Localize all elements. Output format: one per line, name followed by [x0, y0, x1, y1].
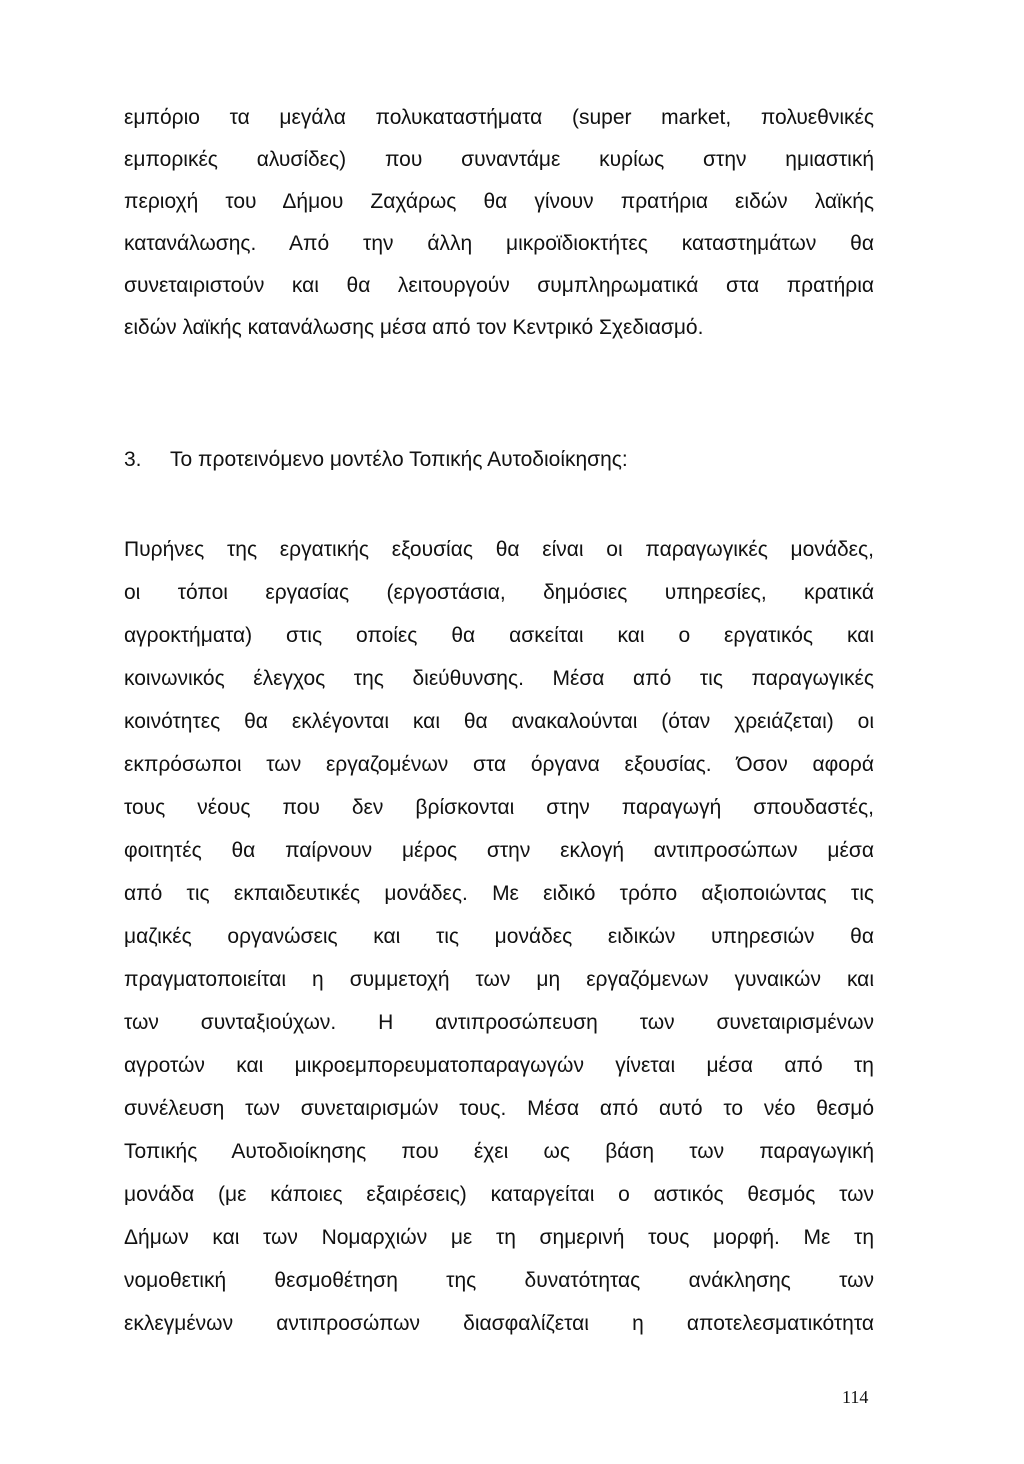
text-line: Πυρήνες της εργατικής εξουσίας θα είναι οι παραγωγικές μονάδες,: [124, 538, 874, 561]
text-line: αγροκτήματα) στις οποίες θα ασκείται και ο εργατικός και: [124, 624, 874, 647]
text-line: τους νέους που δεν βρίσκονται στην παραγωγή σπουδαστές,: [124, 796, 874, 819]
text-line: εκπρόσωποι των εργαζομένων στα όργανα εξουσίας. Όσον αφορά: [124, 753, 874, 776]
text-line: μονάδα (με κάποιες εξαιρέσεις) καταργείται ο αστικός θεσμός των: [124, 1183, 874, 1206]
text-line: των συνταξιούχων. Η αντιπροσώπευση των συνεταιρισμένων: [124, 1011, 874, 1034]
section-title: Το προτεινόμενο μοντέλο Τοπικής Αυτοδιοίκησης:: [170, 448, 628, 471]
text-line: φοιτητές θα παίρνουν μέρος στην εκλογή αντιπροσώπων μέσα: [124, 839, 874, 862]
text-line: εμπορικές αλυσίδες) που συναντάμε κυρίως στην ημιαστική: [124, 148, 874, 171]
text-line: περιοχή του Δήμου Ζαχάρως θα γίνουν πρατήρια ειδών λαϊκής: [124, 190, 874, 213]
text-line: κοινωνικός έλεγχος της διεύθυνσης. Μέσα από τις παραγωγικές: [124, 667, 874, 690]
text-line: συνεταιριστούν και θα λειτουργούν συμπληρωματικά στα πρατήρια: [124, 274, 874, 297]
text-line: Τοπικής Αυτοδιοίκησης που έχει ως βάση των παραγωγική: [124, 1140, 874, 1163]
section-heading: [124, 446, 628, 474]
text-line: νομοθετική θεσμοθέτηση της δυνατότητας ανάκλησης των: [124, 1269, 874, 1292]
text-line: εμπόριο τα μεγάλα πολυκαταστήματα (super market, πολυεθνικές: [124, 106, 874, 129]
text-line: αγροτών και μικροεμπορευματοπαραγωγών γίνεται μέσα από τη: [124, 1054, 874, 1077]
text-line: Δήμων και των Νομαρχιών με τη σημερινή τους μορφή. Με τη: [124, 1226, 874, 1249]
text-line: συνέλευση των συνεταιρισμών τους. Μέσα από αυτό το νέο θεσμό: [124, 1097, 874, 1120]
text-line: από τις εκπαιδευτικές μονάδες. Με ειδικό τρόπο αξιοποιώντας τις: [124, 882, 874, 905]
text-line: μαζικές οργανώσεις και τις μονάδες ειδικών υπηρεσιών θα: [124, 925, 874, 948]
text-line: ειδών λαϊκής κατανάλωσης μέσα από τον Κεντρικό Σχεδιασμό.: [124, 316, 704, 339]
text-line: εκλεγμένων αντιπροσώπων διασφαλίζεται η αποτελεσματικότητα: [124, 1312, 874, 1335]
text-line: κατανάλωσης. Από την άλλη μικροϊδιοκτήτες καταστημάτων θα: [124, 232, 874, 255]
section-number: 3.: [124, 448, 142, 471]
text-line: οι τόποι εργασίας (εργοστάσια, δημόσιες υπηρεσίες, κρατικά: [124, 581, 874, 604]
text-line: πραγματοποιείται η συμμετοχή των μη εργαζόμενων γυναικών και: [124, 968, 874, 991]
text-line: κοινότητες θα εκλέγονται και θα ανακαλούνται (όταν χρειάζεται) οι: [124, 710, 874, 733]
page-number: 114: [842, 1387, 869, 1407]
